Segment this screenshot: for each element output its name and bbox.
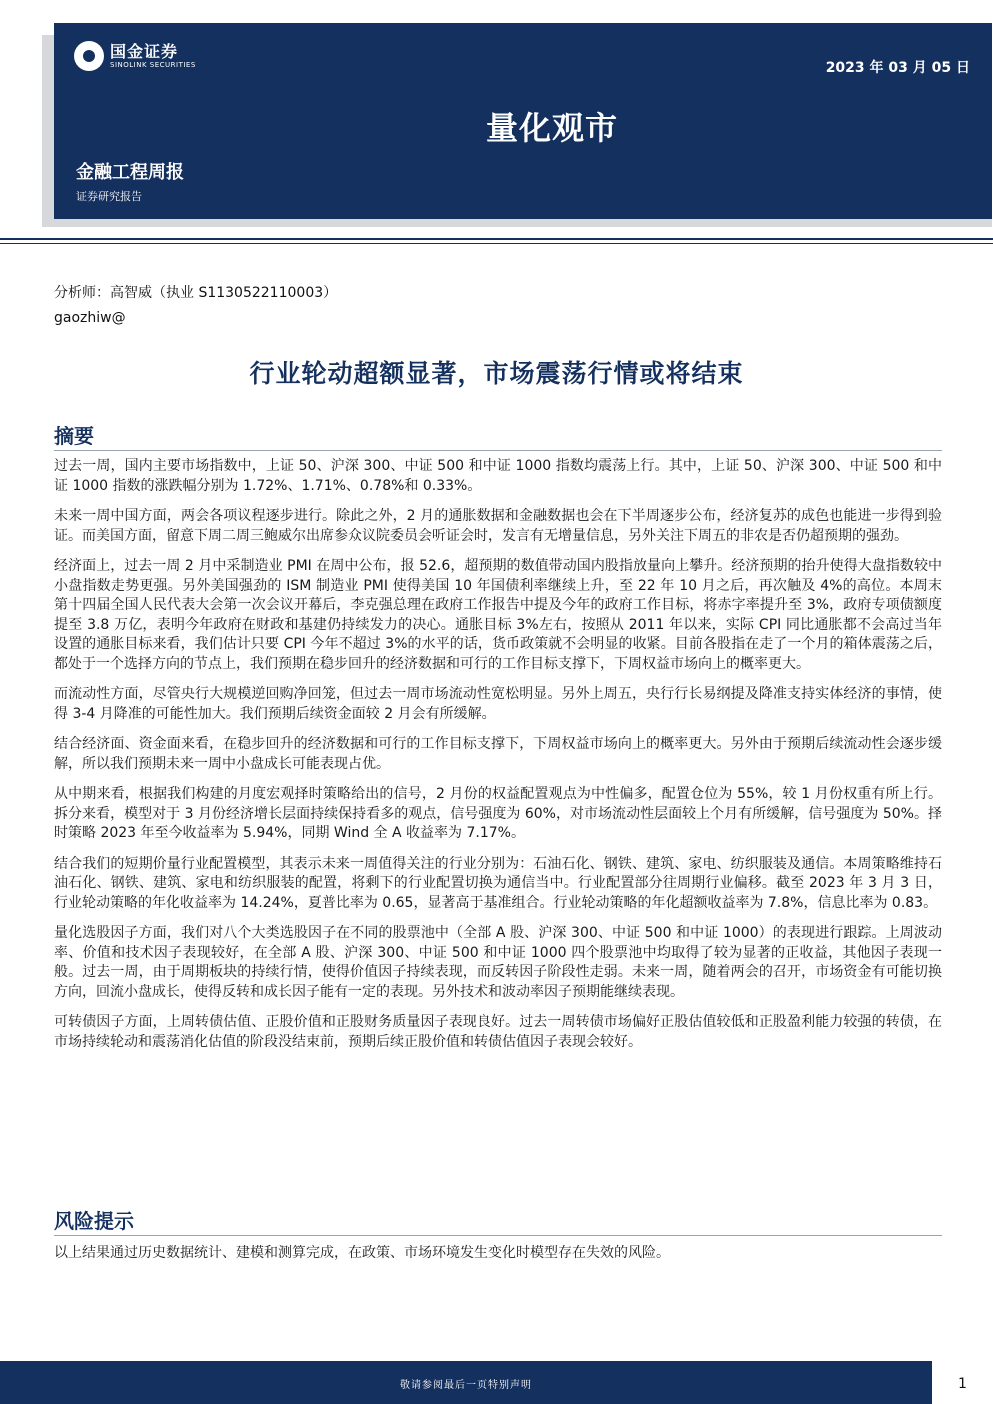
analyst-info: 分析师：高智威（执业 S1130522110003） — [54, 285, 338, 301]
page-number: 1 — [958, 1376, 967, 1392]
summary-paragraph: 可转债因子方面，上周转债估值、正股价值和正股财务质量因子表现良好。过去一周转债市场偏好正股估值较低和正股盈利能力较强的转债，在市场持续轮动和震荡消化估值的阶段没结束前，预期后续正股价值和转债估值因子表现会较好。 — [54, 1014, 942, 1050]
summary-paragraph: 而流动性方面，尽管央行大规模逆回购净回笼，但过去一周市场流动性宽松明显。另外上周五，央行行长易纲提及降准支持实体经济的事情，使得 3-4 月降准的可能性加大。我们预期后续资金面较 2 月会有所缓解。 — [54, 686, 942, 722]
summary-body — [54, 457, 942, 1063]
report-title: 行业轮动超额显著，市场震荡行情或将结束 — [249, 359, 744, 388]
risk-rule — [54, 1235, 942, 1236]
risk-heading: 风险提示 — [54, 1209, 134, 1233]
logo-cn-text: 国金证券 — [110, 41, 179, 61]
summary-paragraph: 结合经济面、资金面来看，在稳步回升的经济数据和可行的工作目标支撑下，下周权益市场向上的概率更大。另外由于预期后续流动性会逐步缓解，所以我们预期未来一周中小盘成长可能表现占优。 — [54, 736, 942, 772]
summary-paragraph: 从中期来看，根据我们构建的月度宏观择时策略给出的信号，2 月份的权益配置观点为中性偏多，配置仓位为 55%，较 1 月份权重有所上行。拆分来看，模型对于 3 月份经济增长层面持续保持看多的观点，信号强度为 60%，对市场流动性层面较上个月有所缓解，信号强度为 50%。择时策略 2023 年至今收益率为 5.94%，同期 Wind 全 A 收益率为 7.17%。 — [54, 786, 942, 841]
report-header — [54, 23, 992, 219]
summary-paragraph: 未来一周中国方面，两会各项议程逐步进行。除此之外，2 月的通胀数据和金融数据也会在下半周逐步公布，经济复苏的成色也能进一步得到验证。而美国方面，留意下周二周三鲍威尔出席参众议院委员会听证会时，发言有无增量信息，另外关注下周五的非农是否仍超预期的强劲。 — [54, 508, 942, 544]
risk-body — [54, 1244, 942, 1275]
header-divider-thin — [0, 243, 993, 244]
company-logo — [74, 41, 196, 71]
logo-icon — [74, 41, 104, 71]
footer-bar — [0, 1361, 932, 1404]
risk-paragraph: 以上结果通过历史数据统计、建模和测算完成，在政策、市场环境发生变化时模型存在失效的风险。 — [54, 1245, 670, 1261]
report-date: 2023 年 03 月 05 日 — [825, 60, 970, 76]
report-category: 证券研究报告 — [76, 190, 142, 203]
footer-notice: 敬请参阅最后一页特别声明 — [400, 1380, 532, 1391]
summary-heading: 摘要 — [54, 424, 94, 448]
analyst-email[interactable]: gaozhiw@ — [54, 310, 126, 326]
summary-paragraph: 经济面上，过去一周 2 月中采制造业 PMI 在周中公布，报 52.6，超预期的数值带动国内股指放量向上攀升。经济预期的抬升使得大盘指数较中小盘指数走势更强。另外美国强劲的 ISM 制造业 PMI 使得美国 10 年国债利率继续上升，至 22 年 10 月之后，再次触及 4%的高位。本周末第十四届全国人民代表大会第一次会议开幕后，李克强总理在政府工作报告中提及今年的政府工作目标，将赤字率提升至 3%，政府专项债额度提至 3.8 万亿，表明今年政府在财政和基建仍持续发力的决心。通胀目标 3%左右，按照从 2011 年以来，实际 CPI 同比通胀都不会高过当年设置的通胀目标来看，我们估计只要 CPI 今年不超过 3%的水平的话，货币政策就不会明显的收紧。目前各股指在走了一个月的箱体震荡之后，都处于一个选择方向的节点上，我们预期在稳步回升的经济数据和可行的工作目标支撑下，下周权益市场向上的概率更大。 — [54, 558, 942, 672]
summary-paragraph: 过去一周，国内主要市场指数中，上证 50、沪深 300、中证 500 和中证 1000 指数均震荡上行。其中，上证 50、沪深 300、中证 500 和中证 1000 指数的涨跌幅分别为 1.72%、1.71%、0.78%和 0.33%。 — [54, 458, 942, 494]
summary-paragraph: 结合我们的短期价量行业配置模型，其表示未来一周值得关注的行业分别为：石油石化、钢铁、建筑、家电、纺织服装及通信。本周策略维持石油石化、钢铁、建筑、家电和纺织服装的配置，将剩下的行业配置切换为通信当中。行业配置部分往周期行业偏移。截至 2023 年 3 月 3 日，行业轮动策略的年化收益率为 14.24%，夏普比率为 0.65，显著高于基准组合。行业轮动策略的年化超额收益率为 7.8%，信息比率为 0.83。 — [54, 855, 942, 911]
report-type: 金融工程周报 — [76, 162, 184, 183]
header-title: 量化观市 — [486, 109, 619, 147]
summary-rule — [54, 450, 942, 451]
header-divider — [0, 238, 993, 240]
logo-en-text: SINOLINK SECURITIES — [110, 60, 196, 69]
summary-paragraph: 量化选股因子方面，我们对八个大类选股因子在不同的股票池中（全部 A 股、沪深 300、中证 500 和中证 1000）的表现进行跟踪。上周波动率、价值和技术因子表现较好，在全部 A 股、沪深 300、中证 500 和中证 1000 四个股票池中均取得了较为显著的正收益，其他因子表现一般。过去一周，由于周期板块的持续行情，使得价值因子持续表现，而反转因子阶段性走弱。未来一周，随着两会的召开，市场资金有可能切换方向，回流小盘成长，使得反转和成长因子能有一定的表现。另外技术和波动率因子预期能继续表现。 — [54, 925, 942, 1000]
